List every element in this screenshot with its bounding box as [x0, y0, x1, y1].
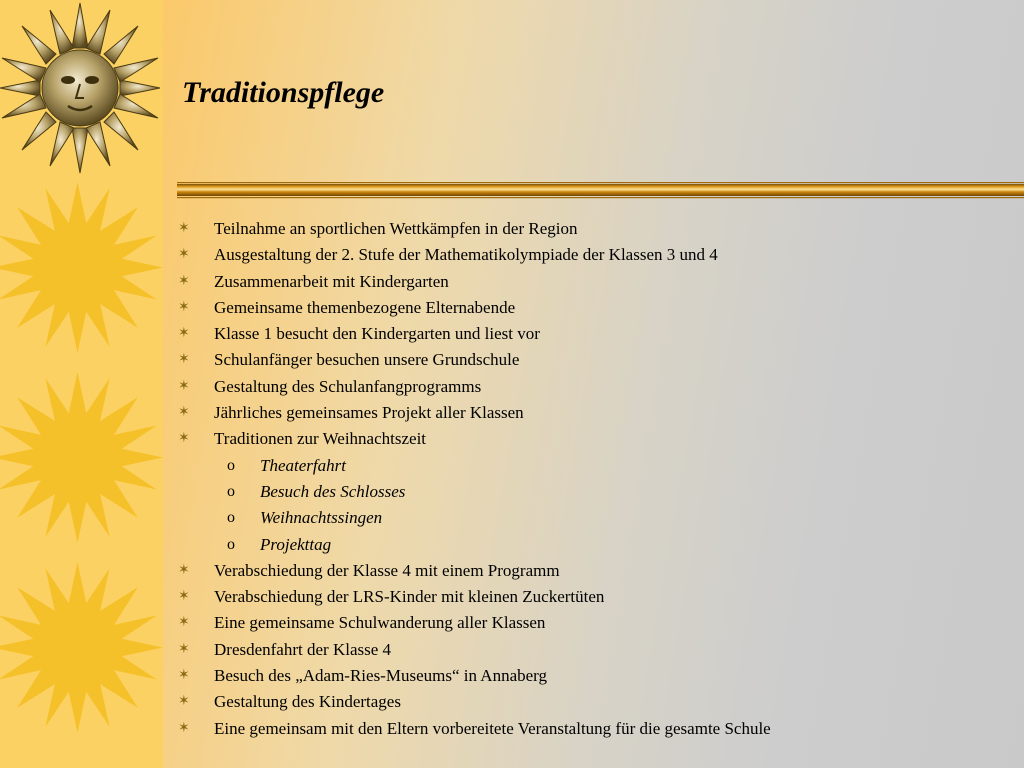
star-bullet-icon: ✶: [178, 562, 190, 578]
list-item: [178, 216, 771, 242]
list-item: [178, 637, 771, 663]
list-item-text: Jährliches gemeinsames Projekt aller Klassen: [214, 403, 524, 423]
list-item-text: Besuch des Schlosses: [260, 481, 406, 501]
sub-list-item: [178, 453, 771, 479]
star-bullet-icon: ✶: [178, 668, 190, 684]
list-item-text: Ausgestaltung der 2. Stufe der Mathematikolympiade der Klassen 3 und 4: [214, 245, 718, 265]
sun-icon: [0, 560, 163, 735]
list-item-text: Traditionen zur Weihnachtszeit: [214, 429, 427, 449]
list-item: [178, 716, 771, 742]
circle-bullet-icon: o: [227, 509, 235, 527]
list-item-text: Eine gemeinsam mit den Eltern vorbereitete Veranstaltung für die gesamte Schule: [214, 718, 771, 738]
list-item: [178, 242, 771, 268]
list-item: [178, 558, 771, 584]
list-item: [178, 295, 771, 321]
star-bullet-icon: ✶: [178, 247, 190, 263]
list-item: [178, 584, 771, 610]
metal-sun-face-icon: [0, 0, 163, 175]
list-item-text: Gestaltung des Schulanfangprogramms: [214, 376, 482, 396]
list-item: [178, 269, 771, 295]
list-item-text: Verabschiedung der LRS-Kinder mit kleinen Zuckertüten: [214, 587, 605, 607]
star-bullet-icon: ✶: [178, 221, 190, 236]
star-bullet-icon: ✶: [178, 615, 190, 631]
list-item: [178, 321, 771, 347]
list-item-text: Theaterfahrt: [260, 455, 346, 475]
circle-bullet-icon: o: [227, 482, 235, 500]
star-bullet-icon: ✶: [178, 720, 190, 736]
list-item-text: Schulanfänger besuchen unsere Grundschule: [214, 350, 520, 370]
list-item: [178, 347, 771, 373]
sub-list-item: [178, 532, 771, 558]
list-item-text: Gemeinsame themenbezogene Elternabende: [214, 297, 516, 317]
list-item: [178, 374, 771, 400]
list-item-text: Projekttag: [260, 534, 332, 554]
star-bullet-icon: ✶: [178, 431, 190, 447]
sun-icon: [0, 370, 163, 545]
circle-bullet-icon: o: [227, 456, 235, 474]
sub-list-item: [178, 479, 771, 505]
list-item-text: Zusammenarbeit mit Kindergarten: [214, 271, 449, 291]
star-bullet-icon: ✶: [178, 299, 190, 315]
sun-icon: [0, 180, 163, 355]
list-item-text: Verabschiedung der Klasse 4 mit einem Programm: [214, 560, 560, 580]
page-title: Traditionspflege: [182, 76, 385, 109]
list-item: [178, 663, 771, 689]
star-bullet-icon: ✶: [178, 641, 190, 657]
star-bullet-icon: ✶: [178, 273, 190, 289]
tradition-list: [178, 216, 771, 742]
list-item: [178, 400, 771, 426]
list-item-text: Besuch des „Adam-Ries-Museums“ in Annaberg: [214, 666, 548, 686]
list-item: [178, 610, 771, 636]
list-item-text: Dresdenfahrt der Klasse 4: [214, 639, 392, 659]
sub-list-item: [178, 505, 771, 531]
list-item-text: Weihnachtssingen: [260, 508, 383, 528]
list-item: [178, 689, 771, 715]
list-item-text: Gestaltung des Kindertages: [214, 692, 401, 712]
sidebar-decoration: [0, 0, 163, 768]
star-bullet-icon: ✶: [178, 405, 190, 421]
star-bullet-icon: ✶: [178, 589, 190, 605]
circle-bullet-icon: o: [227, 535, 235, 553]
star-bullet-icon: ✶: [178, 326, 190, 342]
title-divider: [177, 181, 1024, 199]
list-item-text: Teilnahme an sportlichen Wettkämpfen in der Region: [214, 219, 578, 238]
star-bullet-icon: ✶: [178, 352, 190, 368]
list-item-text: Klasse 1 besucht den Kindergarten und liest vor: [214, 324, 540, 344]
list-item-text: Eine gemeinsame Schulwanderung aller Klassen: [214, 613, 546, 633]
star-bullet-icon: ✶: [178, 378, 190, 394]
list-item: [178, 426, 771, 452]
star-bullet-icon: ✶: [178, 694, 190, 710]
